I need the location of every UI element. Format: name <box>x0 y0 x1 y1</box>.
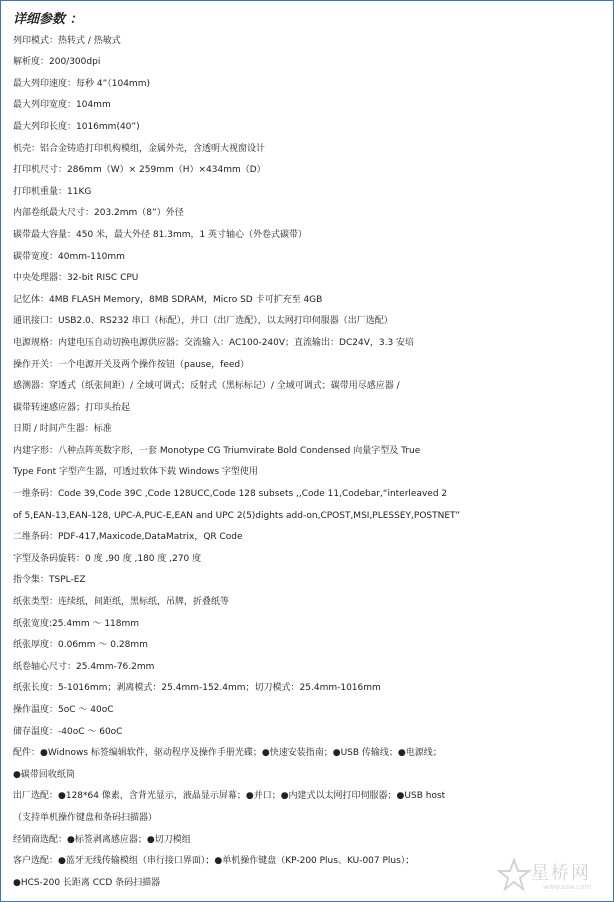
spec-line: 电源规格：内建电压自动切换电源供应器；交流输入：AC100-240V；直流输出：DC24V，3.3 安培 <box>13 337 415 348</box>
spec-line: （支持单机操作键盘和条码扫描器） <box>13 812 158 823</box>
spec-line: 经销商选配：●标签剥离感应器；●切刀模组 <box>13 834 191 845</box>
spec-line: 客户选配：●蓝牙无线传输模组（串行接口界面）；●单机操作键盘（KP-200 Plus、KU-007 Plus）； <box>13 856 415 867</box>
spec-line: 最大列印速度：每秒 4”（104mm) <box>13 78 150 89</box>
watermark-sub: www.ssw.com <box>543 883 592 891</box>
spec-line: ●HCS-200 长距离 CCD 条码扫描器 <box>13 877 161 888</box>
spec-line: 纸张长度：5-1016mm；剥离模式：25.4mm-152.4mm；切刀模式：25.4mm-1016mm <box>13 683 381 694</box>
spec-line: of 5,EAN-13,EAN-128, UPC-A,PUC-E,EAN and UPC 2(5)dights add-on,CPOST,MSI,PLESSEY,POSTNET” <box>13 510 461 521</box>
spec-line: 最大列印长度：1016mm(40”) <box>13 121 140 132</box>
spec-line: 碳带最大容量：450 米，最大外径 81.3mm，1 英寸轴心（外卷式碳带） <box>13 229 308 240</box>
spec-line: 内部卷纸最大尺寸：203.2mm（8”）外径 <box>13 208 184 219</box>
spec-line: 纸张宽度:25.4mm ～ 118mm <box>13 618 140 629</box>
spec-line: 指令集：TSPL-EZ <box>13 575 86 586</box>
spec-line: 内建字形：八种点阵英数字形，一套 Monotype CG Triumvirate Bold Condensed 向量字型及 True <box>13 445 421 456</box>
spec-content <box>13 9 605 894</box>
spec-line: 打印机尺寸：286mm（W）× 259mm（H）×434mm（D） <box>13 165 266 176</box>
spec-line: 记忆体：4MB FLASH Memory，8MB SDRAM，Micro SD 卡可扩充至 4GB <box>13 294 323 305</box>
spec-line: 纸张厚度：0.06mm ～ 0.28mm <box>13 640 148 651</box>
spec-line: 纸张类型：连续纸，间距纸，黑标纸，吊牌，折叠纸等 <box>13 597 230 608</box>
spec-line: 碳带宽度：40mm-110mm <box>13 251 125 262</box>
section-title: 详细参数 ： <box>13 12 83 27</box>
spec-line: 出厂选配：●128*64 像素，含背光显示，液晶显示屏幕；●并口；●内建式以太网打印伺服器；●USB host <box>13 791 446 802</box>
spec-list <box>13 31 605 895</box>
spec-line: 操作开关：一个电源开关及两个操作按钮（pause，feed） <box>13 359 250 370</box>
spec-line: 列印模式：热转式 / 热敏式 <box>13 35 121 46</box>
spec-line: 碳带转速感应器；打印头抬起 <box>13 402 131 413</box>
spec-line: 二维条码：PDF-417,Maxicode,DataMatrix，QR Code <box>13 532 243 543</box>
spec-line: 一维条码：Code 39,Code 39C ,Code 128UCC,Code 128 subsets ,,Code 11,Codebar,“interleaved 2 <box>13 489 448 500</box>
watermark-text: 星桥网 <box>531 863 591 884</box>
spec-line: 配件：●Widnows 标签编辑软件，驱动程序及操作手册光碟；●快速安装指南；●USB 传输线；●电源线； <box>13 748 442 759</box>
spec-line: 通讯接口：USB2.0、RS232 串口（标配），并口（出厂选配），以太网打印伺服器（出厂选配） <box>13 316 393 327</box>
spec-line: 日期 / 时间产生器：标准 <box>13 424 112 435</box>
spec-line: 纸卷轴心尺寸：25.4mm-76.2mm <box>13 661 155 672</box>
spec-line: 最大列印宽度：104mm <box>13 100 111 111</box>
spec-line: 机壳：铝合金铸造打印机构模组，金属外壳，含透明大视窗设计 <box>13 143 266 154</box>
spec-line: 解析度：200/300dpi <box>13 57 101 68</box>
spec-line: 打印机重量：11KG <box>13 186 92 197</box>
spec-line: Type Font 字型产生器，可透过软体下载 Windows 字型使用 <box>13 467 258 478</box>
spec-line: 储存温度：-40oC ～ 60oC <box>13 726 123 737</box>
spec-line: 操作温度：5oC ～ 40oC <box>13 705 114 715</box>
spec-line: 感测器：穿透式（纸张间距）/ 全域可调式；反射式（黑标标记）/ 全域可调式；碳带用尽感应器 / <box>13 381 400 392</box>
spec-line: ●碳带回收纸筒 <box>13 769 75 780</box>
spec-line: 字型及条码旋转：0 度 ,90 度 ,180 度 ,270 度 <box>13 553 202 564</box>
spec-line: 中央处理器：32-bit RISC CPU <box>13 273 139 284</box>
